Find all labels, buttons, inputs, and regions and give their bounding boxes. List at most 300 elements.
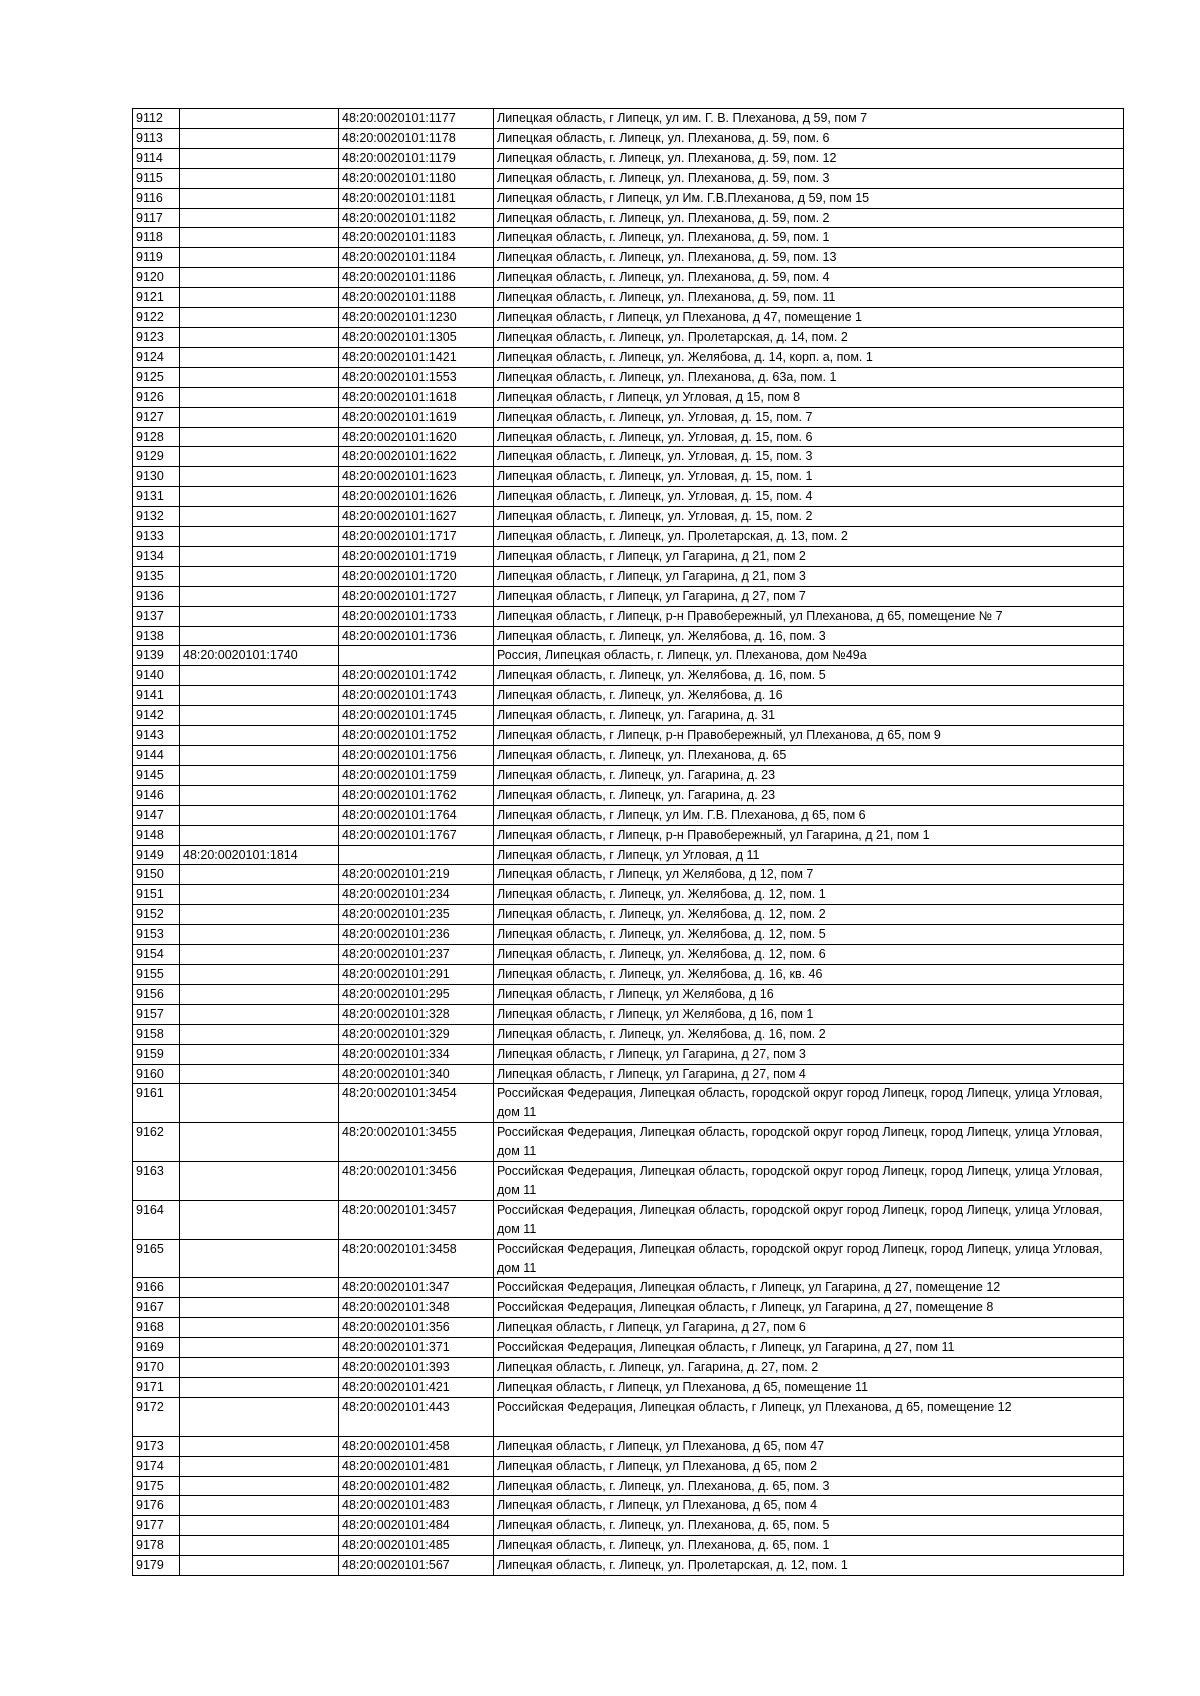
cadastral-number-cell: [180, 1123, 339, 1162]
row-number-cell: 9168: [133, 1318, 180, 1338]
cadastral-number-cell: [180, 1044, 339, 1064]
table-row: [133, 109, 1124, 129]
object-cadastral-number-cell: 48:20:0020101:1733: [339, 606, 494, 626]
object-cadastral-number-cell: 48:20:0020101:1305: [339, 327, 494, 347]
object-cadastral-number-cell: 48:20:0020101:1188: [339, 288, 494, 308]
table-row: [133, 706, 1124, 726]
cadastral-number-cell: [180, 1358, 339, 1378]
row-number-cell: 9126: [133, 387, 180, 407]
table-row: [133, 546, 1124, 566]
table-row: [133, 1298, 1124, 1318]
object-cadastral-number-cell: 48:20:0020101:3456: [339, 1162, 494, 1201]
address-cell: Липецкая область, г. Липецк, ул. Плеханова, д. 59, пом. 12: [494, 148, 1124, 168]
object-cadastral-number-cell: 48:20:0020101:348: [339, 1298, 494, 1318]
row-number-cell: 9121: [133, 288, 180, 308]
object-cadastral-number-cell: 48:20:0020101:340: [339, 1064, 494, 1084]
row-number-cell: 9116: [133, 188, 180, 208]
table-row: [133, 427, 1124, 447]
row-number-cell: 9172: [133, 1397, 180, 1436]
cadastral-number-cell: [180, 1436, 339, 1456]
cadastral-number-cell: [180, 1338, 339, 1358]
cadastral-number-cell: [180, 1476, 339, 1496]
address-cell: Липецкая область, г. Липецк, ул. Желябова, д. 12, пом. 5: [494, 925, 1124, 945]
row-number-cell: 9166: [133, 1278, 180, 1298]
table-row: [133, 686, 1124, 706]
object-cadastral-number-cell: 48:20:0020101:483: [339, 1496, 494, 1516]
address-cell: Липецкая область, г. Липецк, ул. Плеханова, д. 59, пом. 3: [494, 168, 1124, 188]
object-cadastral-number-cell: 48:20:0020101:1619: [339, 407, 494, 427]
row-number-cell: 9113: [133, 128, 180, 148]
cadastral-number-cell: [180, 1162, 339, 1201]
address-cell: Липецкая область, г Липецк, ул Желябова, д 16, пом 1: [494, 1004, 1124, 1024]
address-cell: Липецкая область, г. Липецк, ул. Угловая, д. 15, пом. 2: [494, 507, 1124, 527]
table-row: [133, 805, 1124, 825]
address-cell: Российская Федерация, Липецкая область, г Липецк, ул Плеханова, д 65, помещение 12: [494, 1397, 1124, 1436]
object-cadastral-number-cell: 48:20:0020101:1626: [339, 487, 494, 507]
object-cadastral-number-cell: 48:20:0020101:1182: [339, 208, 494, 228]
table-row: [133, 407, 1124, 427]
object-cadastral-number-cell: 48:20:0020101:485: [339, 1536, 494, 1556]
row-number-cell: 9149: [133, 845, 180, 865]
cadastral-number-cell: [180, 1024, 339, 1044]
address-cell: Липецкая область, г. Липецк, ул. Плеханова, д. 65, пом. 5: [494, 1516, 1124, 1536]
row-number-cell: 9150: [133, 865, 180, 885]
address-cell: Липецкая область, г. Липецк, ул. Желябова, д. 12, пом. 2: [494, 905, 1124, 925]
table-row: [133, 487, 1124, 507]
row-number-cell: 9156: [133, 984, 180, 1004]
address-cell: Липецкая область, г. Липецк, ул. Пролетарская, д. 14, пом. 2: [494, 327, 1124, 347]
row-number-cell: 9139: [133, 646, 180, 666]
object-cadastral-number-cell: 48:20:0020101:1178: [339, 128, 494, 148]
object-cadastral-number-cell: 48:20:0020101:237: [339, 945, 494, 965]
cadastral-number-cell: [180, 785, 339, 805]
object-cadastral-number-cell: 48:20:0020101:356: [339, 1318, 494, 1338]
address-cell: Российская Федерация, Липецкая область, г Липецк, ул Гагарина, д 27, пом 11: [494, 1338, 1124, 1358]
row-number-cell: 9159: [133, 1044, 180, 1064]
cadastral-number-cell: [180, 467, 339, 487]
cadastral-number-cell: [180, 1456, 339, 1476]
row-number-cell: 9179: [133, 1556, 180, 1576]
cadastral-number-cell: [180, 805, 339, 825]
address-cell: Липецкая область, г. Липецк, ул. Плеханова, д. 59, пом. 2: [494, 208, 1124, 228]
cadastral-number-cell: [180, 1200, 339, 1239]
table-row: [133, 268, 1124, 288]
table-row: [133, 467, 1124, 487]
address-cell: Липецкая область, г. Липецк, ул. Угловая, д. 15, пом. 1: [494, 467, 1124, 487]
table-row: [133, 1044, 1124, 1064]
row-number-cell: 9134: [133, 546, 180, 566]
address-cell: Российская Федерация, Липецкая область, городской округ город Липецк, город Липецк, улица Угловая, дом 11: [494, 1239, 1124, 1278]
row-number-cell: 9120: [133, 268, 180, 288]
cadastral-number-cell: [180, 765, 339, 785]
table-row: [133, 1496, 1124, 1516]
row-number-cell: 9124: [133, 347, 180, 367]
cadastral-number-cell: [180, 1239, 339, 1278]
address-cell: Липецкая область, г. Липецк, ул. Желябова, д. 16, пом. 2: [494, 1024, 1124, 1044]
row-number-cell: 9176: [133, 1496, 180, 1516]
table-row: [133, 666, 1124, 686]
object-cadastral-number-cell: 48:20:0020101:1762: [339, 785, 494, 805]
object-cadastral-number-cell: 48:20:0020101:1736: [339, 626, 494, 646]
cadastral-number-cell: [180, 984, 339, 1004]
address-cell: Липецкая область, г. Липецк, ул. Угловая, д. 15, пом. 6: [494, 427, 1124, 447]
address-cell: Липецкая область, г. Липецк, ул. Плеханова, д. 59, пом. 1: [494, 228, 1124, 248]
row-number-cell: 9131: [133, 487, 180, 507]
cadastral-number-cell: [180, 1298, 339, 1318]
row-number-cell: 9141: [133, 686, 180, 706]
table-row: [133, 964, 1124, 984]
address-cell: Российская Федерация, Липецкая область, городской округ город Липецк, город Липецк, улица Угловая, дом 11: [494, 1162, 1124, 1201]
table-row: [133, 1436, 1124, 1456]
object-cadastral-number-cell: 48:20:0020101:3457: [339, 1200, 494, 1239]
address-cell: Липецкая область, г. Липецк, ул. Гагарина, д. 31: [494, 706, 1124, 726]
object-cadastral-number-cell: 48:20:0020101:1720: [339, 566, 494, 586]
object-cadastral-number-cell: 48:20:0020101:219: [339, 865, 494, 885]
cadastral-number-cell: [180, 228, 339, 248]
object-cadastral-number-cell: 48:20:0020101:295: [339, 984, 494, 1004]
table-row: [133, 746, 1124, 766]
cadastral-number-cell: [180, 626, 339, 646]
cadastral-number-cell: [180, 1536, 339, 1556]
object-cadastral-number-cell: 48:20:0020101:328: [339, 1004, 494, 1024]
object-cadastral-number-cell: 48:20:0020101:1767: [339, 825, 494, 845]
row-number-cell: 9144: [133, 746, 180, 766]
row-number-cell: 9148: [133, 825, 180, 845]
cadastral-number-cell: [180, 1397, 339, 1436]
table-row: [133, 984, 1124, 1004]
table-row: [133, 188, 1124, 208]
row-number-cell: 9177: [133, 1516, 180, 1536]
row-number-cell: 9161: [133, 1084, 180, 1123]
cadastral-number-cell: [180, 527, 339, 547]
row-number-cell: 9169: [133, 1338, 180, 1358]
table-row: [133, 905, 1124, 925]
cadastral-number-cell: [180, 726, 339, 746]
object-cadastral-number-cell: 48:20:0020101:1743: [339, 686, 494, 706]
cadastral-number-cell: [180, 1496, 339, 1516]
address-cell: Липецкая область, г. Липецк, ул. Плеханова, д. 59, пом. 11: [494, 288, 1124, 308]
table-row: [133, 1358, 1124, 1378]
object-cadastral-number-cell: 48:20:0020101:1553: [339, 367, 494, 387]
table-row: [133, 527, 1124, 547]
object-cadastral-number-cell: 48:20:0020101:1179: [339, 148, 494, 168]
object-cadastral-number-cell: 48:20:0020101:1180: [339, 168, 494, 188]
row-number-cell: 9171: [133, 1378, 180, 1398]
row-number-cell: 9147: [133, 805, 180, 825]
address-cell: Липецкая область, г Липецк, ул Угловая, д 11: [494, 845, 1124, 865]
object-cadastral-number-cell: 48:20:0020101:1759: [339, 765, 494, 785]
object-cadastral-number-cell: 48:20:0020101:1742: [339, 666, 494, 686]
table-row: [133, 1278, 1124, 1298]
row-number-cell: 9167: [133, 1298, 180, 1318]
object-cadastral-number-cell: 48:20:0020101:334: [339, 1044, 494, 1064]
object-cadastral-number-cell: 48:20:0020101:1421: [339, 347, 494, 367]
table-row: [133, 128, 1124, 148]
object-cadastral-number-cell: 48:20:0020101:291: [339, 964, 494, 984]
row-number-cell: 9123: [133, 327, 180, 347]
address-cell: Липецкая область, г Липецк, р-н Правобережный, ул Плеханова, д 65, помещение № 7: [494, 606, 1124, 626]
object-cadastral-number-cell: 48:20:0020101:3455: [339, 1123, 494, 1162]
address-cell: Липецкая область, г. Липецк, ул. Угловая, д. 15, пом. 3: [494, 447, 1124, 467]
table-row: [133, 1064, 1124, 1084]
row-number-cell: 9178: [133, 1536, 180, 1556]
table-row: [133, 765, 1124, 785]
table-row: [133, 367, 1124, 387]
object-cadastral-number-cell: 48:20:0020101:443: [339, 1397, 494, 1436]
table-row: [133, 606, 1124, 626]
object-cadastral-number-cell: 48:20:0020101:1727: [339, 586, 494, 606]
row-number-cell: 9163: [133, 1162, 180, 1201]
cadastral-number-cell: [180, 308, 339, 328]
cadastral-number-cell: 48:20:0020101:1740: [180, 646, 339, 666]
cadastral-number-cell: [180, 288, 339, 308]
table-row: [133, 785, 1124, 805]
object-cadastral-number-cell: 48:20:0020101:393: [339, 1358, 494, 1378]
cadastral-number-cell: [180, 148, 339, 168]
address-cell: Липецкая область, г. Липецк, ул. Желябова, д. 16, пом. 3: [494, 626, 1124, 646]
table-row: [133, 1338, 1124, 1358]
address-cell: Липецкая область, г. Липецк, ул. Гагарина, д. 27, пом. 2: [494, 1358, 1124, 1378]
table-row: [133, 387, 1124, 407]
row-number-cell: 9155: [133, 964, 180, 984]
cadastral-number-cell: [180, 427, 339, 447]
object-cadastral-number-cell: 48:20:0020101:1181: [339, 188, 494, 208]
object-cadastral-number-cell: 48:20:0020101:1622: [339, 447, 494, 467]
cadastral-number-cell: [180, 367, 339, 387]
row-number-cell: 9154: [133, 945, 180, 965]
table-row: [133, 228, 1124, 248]
row-number-cell: 9165: [133, 1239, 180, 1278]
table-row: [133, 327, 1124, 347]
object-cadastral-number-cell: 48:20:0020101:371: [339, 1338, 494, 1358]
address-cell: Липецкая область, г. Липецк, ул. Плеханова, д. 59, пом. 6: [494, 128, 1124, 148]
object-cadastral-number-cell: 48:20:0020101:1752: [339, 726, 494, 746]
address-cell: Липецкая область, г. Липецк, ул. Плеханова, д. 63а, пом. 1: [494, 367, 1124, 387]
address-cell: Липецкая область, г. Липецк, ул. Плеханова, д. 65, пом. 3: [494, 1476, 1124, 1496]
cadastral-number-cell: [180, 507, 339, 527]
address-cell: Липецкая область, г Липецк, ул Плеханова, д 47, помещение 1: [494, 308, 1124, 328]
address-cell: Липецкая область, г Липецк, ул Гагарина, д 27, пом 6: [494, 1318, 1124, 1338]
object-cadastral-number-cell: 48:20:0020101:1186: [339, 268, 494, 288]
table-row: [133, 825, 1124, 845]
table-row: [133, 1318, 1124, 1338]
table-row: [133, 865, 1124, 885]
object-cadastral-number-cell: 48:20:0020101:236: [339, 925, 494, 945]
table-row: [133, 447, 1124, 467]
table-row: [133, 586, 1124, 606]
address-cell: Липецкая область, г Липецк, ул Угловая, д 15, пом 8: [494, 387, 1124, 407]
row-number-cell: 9136: [133, 586, 180, 606]
row-number-cell: 9142: [133, 706, 180, 726]
cadastral-number-cell: [180, 905, 339, 925]
cadastral-number-cell: [180, 128, 339, 148]
object-cadastral-number-cell: 48:20:0020101:3454: [339, 1084, 494, 1123]
row-number-cell: 9152: [133, 905, 180, 925]
row-number-cell: 9119: [133, 248, 180, 268]
cadastral-number-cell: [180, 964, 339, 984]
table-row: [133, 945, 1124, 965]
table-row: [133, 248, 1124, 268]
table-row: [133, 1162, 1124, 1201]
address-cell: Липецкая область, г Липецк, ул Гагарина, д 27, пом 7: [494, 586, 1124, 606]
row-number-cell: 9112: [133, 109, 180, 129]
table-row: [133, 925, 1124, 945]
object-cadastral-number-cell: [339, 845, 494, 865]
table-row: [133, 1378, 1124, 1398]
table-row: [133, 1024, 1124, 1044]
address-cell: Российская Федерация, Липецкая область, городской округ город Липецк, город Липецк, улица Угловая, дом 11: [494, 1200, 1124, 1239]
cadastral-number-cell: [180, 825, 339, 845]
table-row: [133, 308, 1124, 328]
address-cell: Липецкая область, г. Липецк, ул. Пролетарская, д. 13, пом. 2: [494, 527, 1124, 547]
object-cadastral-number-cell: 48:20:0020101:481: [339, 1456, 494, 1476]
table-row: [133, 626, 1124, 646]
address-cell: Липецкая область, г. Липецк, ул. Угловая, д. 15, пом. 4: [494, 487, 1124, 507]
object-cadastral-number-cell: 48:20:0020101:329: [339, 1024, 494, 1044]
address-cell: Липецкая область, г Липецк, ул Гагарина, д 27, пом 3: [494, 1044, 1124, 1064]
cadastral-number-cell: [180, 1318, 339, 1338]
cadastral-number-cell: [180, 686, 339, 706]
address-cell: Липецкая область, г. Липецк, ул. Желябова, д. 12, пом. 1: [494, 885, 1124, 905]
row-number-cell: 9122: [133, 308, 180, 328]
row-number-cell: 9175: [133, 1476, 180, 1496]
row-number-cell: 9162: [133, 1123, 180, 1162]
address-cell: Российская Федерация, Липецкая область, городской округ город Липецк, город Липецк, улица Угловая, дом 11: [494, 1123, 1124, 1162]
address-cell: Липецкая область, г. Липецк, ул. Плеханова, д. 59, пом. 13: [494, 248, 1124, 268]
cadastral-number-cell: [180, 1378, 339, 1398]
address-cell: Россия, Липецкая область, г. Липецк, ул. Плеханова, дом №49а: [494, 646, 1124, 666]
row-number-cell: 9173: [133, 1436, 180, 1456]
address-cell: Липецкая область, г. Липецк, ул. Гагарина, д. 23: [494, 785, 1124, 805]
object-cadastral-number-cell: 48:20:0020101:1618: [339, 387, 494, 407]
row-number-cell: 9114: [133, 148, 180, 168]
table-row: [133, 845, 1124, 865]
row-number-cell: 9127: [133, 407, 180, 427]
cadastral-number-cell: [180, 945, 339, 965]
row-number-cell: 9158: [133, 1024, 180, 1044]
table-row: [133, 148, 1124, 168]
object-cadastral-number-cell: 48:20:0020101:567: [339, 1556, 494, 1576]
row-number-cell: 9164: [133, 1200, 180, 1239]
address-cell: Липецкая область, г Липецк, р-н Правобережный, ул Гагарина, д 21, пом 1: [494, 825, 1124, 845]
address-cell: Липецкая область, г Липецк, ул Желябова, д 12, пом 7: [494, 865, 1124, 885]
table-row: [133, 1556, 1124, 1576]
table-row: [133, 646, 1124, 666]
cadastral-number-cell: [180, 666, 339, 686]
cadastral-number-cell: [180, 586, 339, 606]
cadastral-number-cell: [180, 268, 339, 288]
cadastral-number-cell: [180, 1516, 339, 1536]
cadastral-number-cell: [180, 327, 339, 347]
cadastral-number-cell: [180, 407, 339, 427]
object-cadastral-number-cell: 48:20:0020101:1719: [339, 546, 494, 566]
row-number-cell: 9146: [133, 785, 180, 805]
cadastral-number-cell: [180, 188, 339, 208]
cadastral-number-cell: [180, 1064, 339, 1084]
address-cell: Липецкая область, г. Липецк, ул. Пролетарская, д. 12, пом. 1: [494, 1556, 1124, 1576]
table-row: [133, 726, 1124, 746]
row-number-cell: 9115: [133, 168, 180, 188]
table-row: [133, 208, 1124, 228]
object-cadastral-number-cell: 48:20:0020101:234: [339, 885, 494, 905]
cadastral-number-cell: [180, 248, 339, 268]
row-number-cell: 9140: [133, 666, 180, 686]
object-cadastral-number-cell: 48:20:0020101:1764: [339, 805, 494, 825]
row-number-cell: 9130: [133, 467, 180, 487]
address-cell: Липецкая область, г Липецк, ул Им. Г.В. Плеханова, д 65, пом 6: [494, 805, 1124, 825]
cadastral-number-cell: [180, 447, 339, 467]
object-cadastral-number-cell: 48:20:0020101:1756: [339, 746, 494, 766]
address-cell: Липецкая область, г. Липецк, ул. Желябова, д. 16, кв. 46: [494, 964, 1124, 984]
address-cell: Липецкая область, г. Липецк, ул. Гагарина, д. 23: [494, 765, 1124, 785]
address-cell: Липецкая область, г. Липецк, ул. Желябова, д. 14, корп. а, пом. 1: [494, 347, 1124, 367]
row-number-cell: 9174: [133, 1456, 180, 1476]
row-number-cell: 9170: [133, 1358, 180, 1378]
table-body: [133, 109, 1124, 1576]
row-number-cell: 9129: [133, 447, 180, 467]
address-cell: Липецкая область, г Липецк, ул Им. Г.В.Плеханова, д 59, пом 15: [494, 188, 1124, 208]
object-cadastral-number-cell: 48:20:0020101:1230: [339, 308, 494, 328]
address-cell: Липецкая область, г Липецк, ул Плеханова, д 65, пом 47: [494, 1436, 1124, 1456]
row-number-cell: 9125: [133, 367, 180, 387]
object-cadastral-number-cell: 48:20:0020101:1183: [339, 228, 494, 248]
cadastral-number-cell: [180, 1004, 339, 1024]
table-row: [133, 1476, 1124, 1496]
cadastral-number-cell: [180, 347, 339, 367]
cadastral-number-cell: [180, 109, 339, 129]
object-cadastral-number-cell: 48:20:0020101:1620: [339, 427, 494, 447]
table-row: [133, 1200, 1124, 1239]
cadastral-number-cell: [180, 746, 339, 766]
row-number-cell: 9117: [133, 208, 180, 228]
row-number-cell: 9143: [133, 726, 180, 746]
table-row: [133, 1516, 1124, 1536]
object-cadastral-number-cell: 48:20:0020101:235: [339, 905, 494, 925]
address-cell: Липецкая область, г Липецк, ул Плеханова, д 65, помещение 11: [494, 1378, 1124, 1398]
table-row: [133, 507, 1124, 527]
object-cadastral-number-cell: 48:20:0020101:482: [339, 1476, 494, 1496]
row-number-cell: 9137: [133, 606, 180, 626]
address-cell: Российская Федерация, Липецкая область, г Липецк, ул Гагарина, д 27, помещение 8: [494, 1298, 1124, 1318]
cadastral-number-cell: [180, 885, 339, 905]
address-cell: Липецкая область, г Липецк, ул Желябова, д 16: [494, 984, 1124, 1004]
table-row: [133, 1123, 1124, 1162]
table-row: [133, 885, 1124, 905]
cadastral-number-cell: [180, 706, 339, 726]
address-cell: Липецкая область, г Липецк, ул Гагарина, д 21, пом 2: [494, 546, 1124, 566]
row-number-cell: 9135: [133, 566, 180, 586]
object-cadastral-number-cell: 48:20:0020101:1177: [339, 109, 494, 129]
row-number-cell: 9133: [133, 527, 180, 547]
address-cell: Липецкая область, г. Липецк, ул. Желябова, д. 16, пом. 5: [494, 666, 1124, 686]
row-number-cell: 9145: [133, 765, 180, 785]
table-row: [133, 1397, 1124, 1436]
cadastral-number-cell: [180, 487, 339, 507]
cadastral-number-cell: [180, 1556, 339, 1576]
object-cadastral-number-cell: [339, 646, 494, 666]
address-cell: Липецкая область, г. Липецк, ул. Плеханова, д. 65, пом. 1: [494, 1536, 1124, 1556]
address-cell: Липецкая область, г. Липецк, ул. Желябова, д. 16: [494, 686, 1124, 706]
row-number-cell: 9157: [133, 1004, 180, 1024]
cadastral-number-cell: [180, 1084, 339, 1123]
address-cell: Липецкая область, г. Липецк, ул. Желябова, д. 12, пом. 6: [494, 945, 1124, 965]
object-cadastral-number-cell: 48:20:0020101:421: [339, 1378, 494, 1398]
row-number-cell: 9153: [133, 925, 180, 945]
object-cadastral-number-cell: 48:20:0020101:484: [339, 1516, 494, 1536]
cadastral-number-cell: 48:20:0020101:1814: [180, 845, 339, 865]
table-row: [133, 566, 1124, 586]
row-number-cell: 9118: [133, 228, 180, 248]
